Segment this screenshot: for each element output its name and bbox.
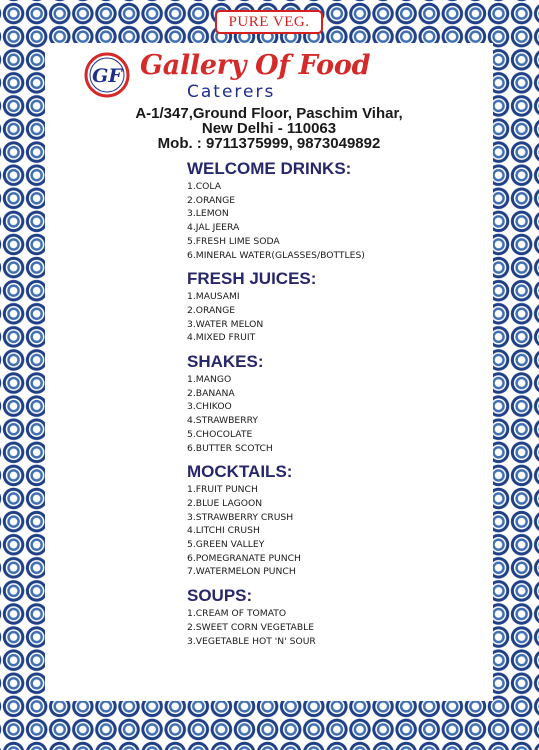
section-item-list <box>187 607 487 648</box>
section-heading: WELCOME DRINKS: <box>187 159 352 178</box>
menu-item: 4.LITCHI CRUSH <box>187 525 260 537</box>
menu-item: 3.CHIKOO <box>187 401 232 413</box>
section-item-list <box>187 180 487 262</box>
menu-item: 1.MAUSAMI <box>187 291 240 303</box>
menu-item: 2.BLUE LAGOON <box>187 497 263 509</box>
section-item-list <box>187 290 487 345</box>
section-item-list <box>187 373 487 455</box>
menu-item: 1.COLA <box>187 181 222 192</box>
menu-item: 1.CREAM OF TOMATO <box>187 608 287 620</box>
menu-item: 4.MIXED FRUIT <box>187 332 256 344</box>
address-line-2: New Delhi - 110063 <box>201 120 337 137</box>
menu-item: 6.POMEGRANATE PUNCH <box>187 552 301 564</box>
section-heading: FRESH JUICES: <box>187 269 317 289</box>
logo-monogram: GF <box>92 65 122 87</box>
pure-veg-badge: PURE VEG. <box>215 10 323 34</box>
menu-item: 3.VEGETABLE HOT 'N' SOUR <box>187 635 316 647</box>
menu-item: 3.LEMON <box>187 208 229 220</box>
menu-item: 3.WATER MELON <box>187 318 264 330</box>
menu-item: 4.JAL JEERA <box>187 222 240 234</box>
menu-item: 2.SWEET CORN VEGETABLE <box>187 621 315 633</box>
menu-item: 5.FRESH LIME SODA <box>187 235 280 247</box>
menu-item: 1.FRUIT PUNCH <box>187 484 258 496</box>
menu-item: 6.MINERAL WATER(GLASSES/BOTTLES) <box>187 249 365 261</box>
menu-item: 5.GREEN VALLEY <box>187 539 265 551</box>
section-heading: SOUPS: <box>187 586 253 606</box>
gf-logo-icon <box>83 51 131 99</box>
brand-subtitle: Caterers <box>187 82 276 102</box>
menu-item: 6.BUTTER SCOTCH <box>187 442 273 454</box>
menu-item: 4.STRAWBERRY <box>187 415 258 427</box>
section-heading: MOCKTAILS: <box>187 462 293 482</box>
menu-item: 7.WATERMELON PUNCH <box>187 566 296 578</box>
menu-item: 2.ORANGE <box>187 194 236 206</box>
menu-item: 5.CHOCOLATE <box>187 428 253 440</box>
address-line-1: A-1/347,Ground Floor, Paschim Vihar, <box>135 105 403 122</box>
menu-item: 2.ORANGE <box>187 304 236 316</box>
section-heading: SHAKES: <box>187 352 264 372</box>
brand-name: Gallery Of Food <box>140 50 371 81</box>
menu-item: 3.STRAWBERRY CRUSH <box>187 511 294 523</box>
section-item-list <box>187 483 487 579</box>
menu-item: 1.MANGO <box>187 374 232 386</box>
phone-numbers: Mob. : 9711375999, 9873049892 <box>157 135 381 152</box>
menu-item: 2.BANANA <box>187 387 235 399</box>
menu-list <box>187 158 487 654</box>
